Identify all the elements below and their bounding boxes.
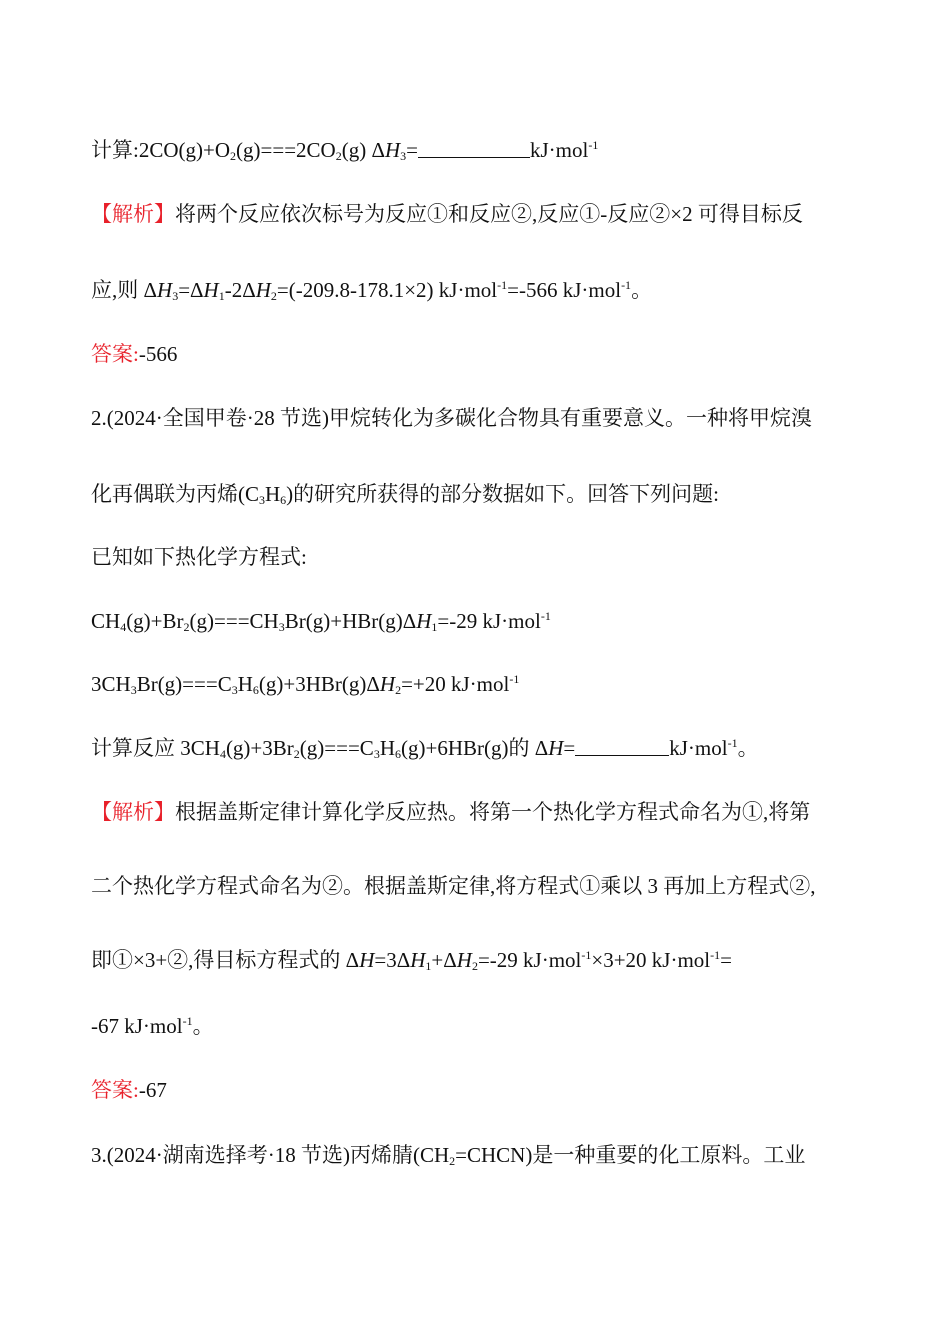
analysis-2-line-4: -67 kJ·mol$^{-1}$。 <box>91 1014 214 1038</box>
answer-value: -67 <box>138 1078 167 1102</box>
analysis-2-line-3: 即①×3+②,得目标方程式的 $\Delta H=3\Delta H_1+\Delta H_2=-29$ kJ·mol$^{-1}$×3+20 kJ·mol$^{-1}$= <box>91 948 732 973</box>
answer-blank <box>575 737 669 756</box>
analysis-1-line-1: 【解析】将两个反应依次标号为反应①和反应②,反应①-反应②×2 可得目标反 <box>91 202 803 226</box>
analysis-label: 【解析】 <box>91 800 175 824</box>
answer-value: -566 <box>138 342 178 366</box>
analysis-2-line-1: 【解析】根据盖斯定律计算化学反应热。将第一个热化学方程式命名为①,将第 <box>91 800 811 824</box>
answer-label: 答案: <box>91 342 139 366</box>
answer-label: 答案: <box>91 1078 139 1102</box>
analysis-2-line-2: 二个热化学方程式命名为②。根据盖斯定律,将方程式①乘以 3 再加上方程式②, <box>91 874 816 898</box>
equation-1: $CH_4(g)+Br_2(g)===CH_3Br(g)+HBr(g)\Delta H_1=-29$ kJ·mol$^{-1}$ <box>91 609 551 634</box>
answer-2 <box>91 1076 167 1104</box>
equation-2: $3CH_3Br(g)===C_3H_6(g)+3HBr(g)\Delta H_2=+20$ kJ·mol$^{-1}$ <box>91 672 520 697</box>
calc-question-line: 计算$:2CO(g)+O_2(g)===2CO_2(g)$ $\Delta H_3= kJ\cdot mol^{-1}$ <box>91 138 599 163</box>
problem-2-line-2: 化再偶联为丙烯$(C_3H_6)$的研究所获得的部分数据如下。回答下列问题: <box>91 482 719 507</box>
answer-1 <box>91 340 177 368</box>
answer-blank <box>418 139 530 158</box>
problem-2-calc: 计算反应 $3CH_4(g)+3Br_2(g)===C_3H_6(g)+6HBr(g)$的 ΔH= kJ·mol$^{-1}$。 <box>91 736 759 761</box>
analysis-1-line-2: 应,则 $\Delta H_3=\Delta H_1-2\Delta H_2=(-209.8-178.1\times 2)$ kJ·mol$^{-1}$=-566 kJ·mol$^{-1}$。 <box>91 278 653 303</box>
problem-3-line-1: 3.(2024·湖南选择考·18 节选)丙烯腈$(CH_2=CHCN)$是一种重要的化工原料。工业 <box>91 1143 806 1168</box>
problem-2-known: 已知如下热化学方程式: <box>91 545 307 569</box>
analysis-label: 【解析】 <box>91 202 175 226</box>
problem-2-line-1: 2.(2024·全国甲卷·28 节选)甲烷转化为多碳化合物具有重要意义。一种将甲烷溴 <box>91 406 812 430</box>
